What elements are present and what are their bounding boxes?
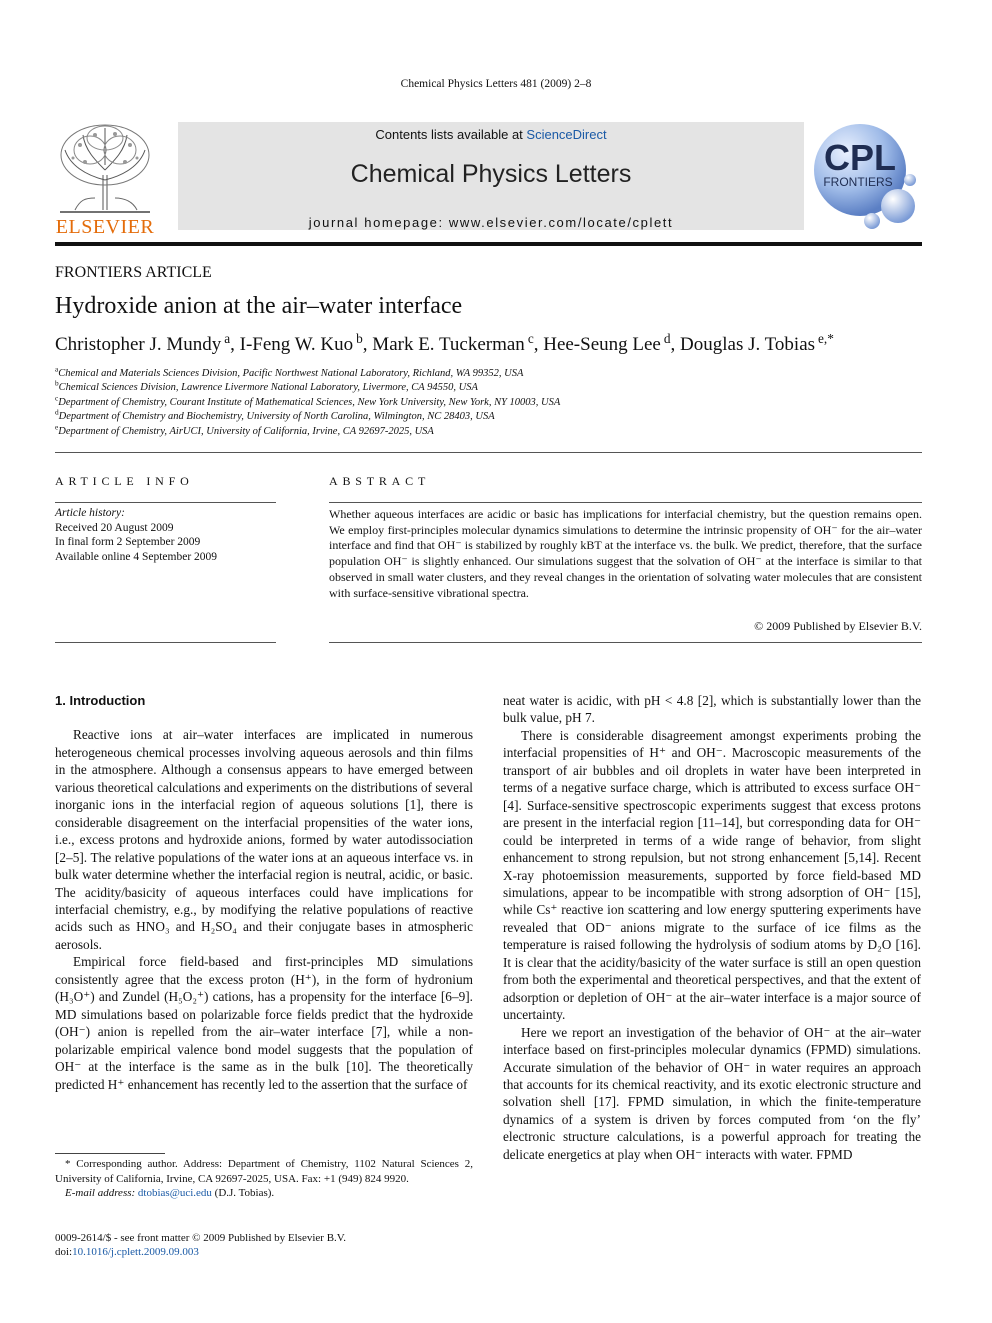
issn-line: 0009-2614/$ - see front matter © 2009 Published by Elsevier B.V. <box>55 1232 347 1244</box>
article-history <box>55 506 217 565</box>
journal-banner <box>178 122 804 230</box>
frontiers-logo-text: FRONTIERS <box>823 175 893 189</box>
front-matter <box>55 1231 346 1259</box>
author-separator: , <box>230 334 240 355</box>
affiliation-item <box>55 364 560 381</box>
author-affiliation-marker: d <box>663 330 671 346</box>
contents-prefix: Contents lists available at <box>375 127 527 142</box>
body-paragraph: There is considerable disagreement amongst experiments probing the interfacial propensities of H⁺ and OH⁻. Macroscopic measurements of the transport of air bubbles and oil droplets in water have been interpreted in terms of a negative surface charge, which is attributed to excess surface OH⁻ [4]. Surface-sensitive spectroscopic experiments suggest that excess protons are present in the interfacial region [11–14], but corresponding data for OH⁻ could be interpreted in terms of a wide range of behavior, from slight enhancement to strong repulsion, but not strong enhancement [5,14]. Recent X-ray photoemission measurements, supported by force field-based MD simulations, appear to be incompatible with strong adsorption of OH⁻ [15], while Cs⁺ reactive ion scattering and low energy sputtering experiments have revealed that OD⁻ anions migrate to the surface of ice films as the temperature is raised following the hydrolysis of sodium atoms by D₂O [16]. It is clear that the acidity/basicity of the water surface is still an open question from both the experimental and theoretical perspectives, and that the extent of adsorption or depletion of OH⁻ at the air–water interface is a major source of uncertainty. <box>503 727 921 1023</box>
doi-link[interactable]: 10.1016/j.cplett.2009.09.003 <box>72 1246 199 1258</box>
author-name[interactable]: Douglas J. Tobias <box>680 334 816 355</box>
doi-line <box>55 1245 346 1259</box>
body-paragraph: Empirical force field-based and first-principles MD simulations consistently agree that the excess proton (H⁺), in the form of hydronium (H₃O⁺) and Zundel (H₅O₂⁺) cations, has a propensity for the interface [6–9]. MD simulations based on polarizable force fields predict that the hydroxide (OH⁻) anion is repelled from the air–water interface [7], while a non-polarizable empirical valence bond model suggests that the population of OH⁻ at the interface is the same as in the bulk [10]. The theoretically predicted H⁺ enhancement has recently led to the assertion that the surface of <box>55 954 473 1092</box>
affiliation-text: Department of Chemistry, AirUCI, University of California, Irvine, CA 92697-2025, USA <box>58 425 434 437</box>
author-name[interactable]: Christopher J. Mundy <box>55 334 222 355</box>
author-affiliation-marker: e,* <box>818 330 834 346</box>
left-paragraphs <box>55 726 473 1093</box>
affiliation-key: c <box>55 393 59 403</box>
homepage-url-link[interactable]: www.elsevier.com/locate/cplett <box>448 215 674 230</box>
affiliation-text: Chemical and Materials Sciences Division, Pacific Northwest National Laboratory, Richland, WA 99352, USA <box>58 368 524 379</box>
affiliation-key: e <box>55 422 59 432</box>
author-name[interactable]: Hee-Seung Lee <box>543 334 661 355</box>
body-column-left <box>55 692 473 1093</box>
body-paragraph: Reactive ions at air–water interfaces are implicated in numerous heterogeneous chemical processes involving aqueous aerosols and thin films in the atmosphere. Although a consensus appears to have emerged between various theoretical calculations and experiments on the distributions of several inorganic ions in the interfacial region of aqueous solutions [1], there is considerable disagreement on the interfacial propensities of the water ions, i.e., excess protons and hydroxide anions, formed by water autodissociation [2–5]. The relative populations of the water ions at an aqueous interface vs. in bulk water determine whether the interfacial region is neutral, acidic, or basic. The acidity/basicity of aqueous interfaces could have implications for interfacial chemistry, e.g., by modifying the relative populations of reactive acids such as HNO₃ and H₂SO₄ and their conjugate bases in atmospheric aerosols. <box>55 727 473 952</box>
author-affiliation-marker: a <box>224 330 231 346</box>
affiliation-key: b <box>55 378 59 388</box>
affiliation-key: d <box>55 407 59 417</box>
elsevier-wordmark: ELSEVIER <box>55 216 155 238</box>
homepage-line <box>178 215 804 230</box>
body-column-right <box>503 692 921 1163</box>
author-list <box>55 330 834 356</box>
elsevier-tree-icon <box>55 120 155 216</box>
abstract-bottom-divider <box>329 642 922 643</box>
corresponding-author-footnote <box>55 1157 473 1201</box>
email-suffix: (D.J. Tobias). <box>211 1187 275 1200</box>
body-paragraph: neat water is acidic, with pH < 4.8 [2], which is substantially lower than the bulk value, pH 7. <box>503 693 921 726</box>
journal-title: Chemical Physics Letters <box>350 160 632 188</box>
abstract-copyright: © 2009 Published by Elsevier B.V. <box>754 619 922 633</box>
affiliation-item <box>55 407 560 424</box>
abstract-text: Whether aqueous interfaces are acidic or basic has implications for interfacial chemistry, but the question remains open. We employ first-principles molecular dynamics simulations to determine the intrinsic propensity of OH⁻ for the air–water interface and find that OH⁻ is stabilized by roughly kBT at the interface vs. the bulk. We predict, therefore, that the surface population OH⁻ is slightly enhanced. Our simulations suggest that the solvation of OH⁻ at the interface is similar to that observed in small water clusters, and they reveal changes in the orientation of solvating water molecules that are consistent with surface-sensitive vibrational spectra. <box>329 507 922 600</box>
author-name[interactable]: I-Feng W. Kuo <box>239 334 354 355</box>
online-date: Available online 4 September 2009 <box>55 551 218 564</box>
author-affiliation-marker: c <box>527 330 534 346</box>
email-link[interactable]: dtobias@uci.edu <box>137 1187 212 1200</box>
affiliation-item <box>55 393 561 410</box>
masthead-divider <box>55 242 922 246</box>
affiliation-key: a <box>55 364 59 374</box>
header-divider <box>55 452 922 453</box>
author-separator: , <box>670 334 681 355</box>
abstract-divider <box>329 502 922 503</box>
history-label: Article history: <box>55 507 125 519</box>
journal-reference: Chemical Physics Letters 481 (2009) 2–8 <box>400 78 592 90</box>
article-info-heading: ARTICLE INFO <box>55 474 194 488</box>
article-type: FRONTIERS ARTICLE <box>55 264 212 281</box>
affiliation-text: Chemical Sciences Division, Lawrence Livermore National Laboratory, Livermore, CA 94550, USA <box>58 382 478 394</box>
affiliation-item <box>55 422 560 439</box>
affiliation-item <box>55 378 560 395</box>
affiliation-text: Department of Chemistry, Courant Institute of Mathematical Sciences, New York University, New York, NY 10003, USA <box>58 396 561 408</box>
footnote-divider <box>55 1153 165 1154</box>
right-paragraphs <box>503 692 921 1163</box>
cpl-logo-text: CPL <box>824 137 896 178</box>
author-name[interactable]: Mark E. Tuckerman <box>372 334 525 355</box>
section-heading-introduction: 1. Introduction <box>55 693 146 708</box>
author-separator: , <box>362 334 373 355</box>
body-paragraph: Here we report an investigation of the behavior of OH⁻ at the air–water interface based on first-principles molecular dynamics (FPMD) simulations. Accurate simulation of the behavior of OH⁻ in water requires an approach that accounts for its chemical reactivity, and its exotic electronic structure and solvation shell [17]. FPMD simulation, in which the finite-temperature dynamics of a system is driven by forces computed from ‘on the fly’ electronic structure calculations, is a powerful approach for treating the delicate energetics at play when OH⁻ interacts with water. FPMD <box>503 1024 921 1162</box>
author-affiliation-marker: b <box>356 330 363 346</box>
footnote-text: * Corresponding author. Address: Department of Chemistry, 1102 Natural Sciences 2, University of California, Irvine, CA 92697-2025, USA. Fax: +1 (949) 824 9920. <box>55 1158 473 1185</box>
doi-prefix: doi: <box>55 1246 73 1258</box>
article-title: Hydroxide anion at the air–water interface <box>55 293 463 319</box>
elsevier-logo[interactable] <box>55 120 155 236</box>
article-info-divider <box>55 502 276 503</box>
sciencedirect-link[interactable]: ScienceDirect <box>526 127 607 142</box>
email-label: E-mail address: <box>65 1187 138 1200</box>
homepage-prefix: journal homepage: <box>308 215 449 230</box>
received-date: Received 20 August 2009 <box>55 521 174 534</box>
affiliation-list <box>55 364 561 439</box>
author-separator: , <box>533 334 544 355</box>
cpl-logo-icon <box>810 120 922 232</box>
article-info-bottom-divider <box>55 642 276 643</box>
affiliation-text: Department of Chemistry and Biochemistry, University of North Carolina, Wilmington, NC 28403, USA <box>58 411 495 423</box>
contents-line <box>178 127 804 142</box>
journal-masthead <box>55 116 922 246</box>
cpl-frontiers-logo[interactable] <box>810 120 922 232</box>
abstract-heading: ABSTRACT <box>329 474 431 488</box>
final-form-date: In final form 2 September 2009 <box>55 536 201 549</box>
